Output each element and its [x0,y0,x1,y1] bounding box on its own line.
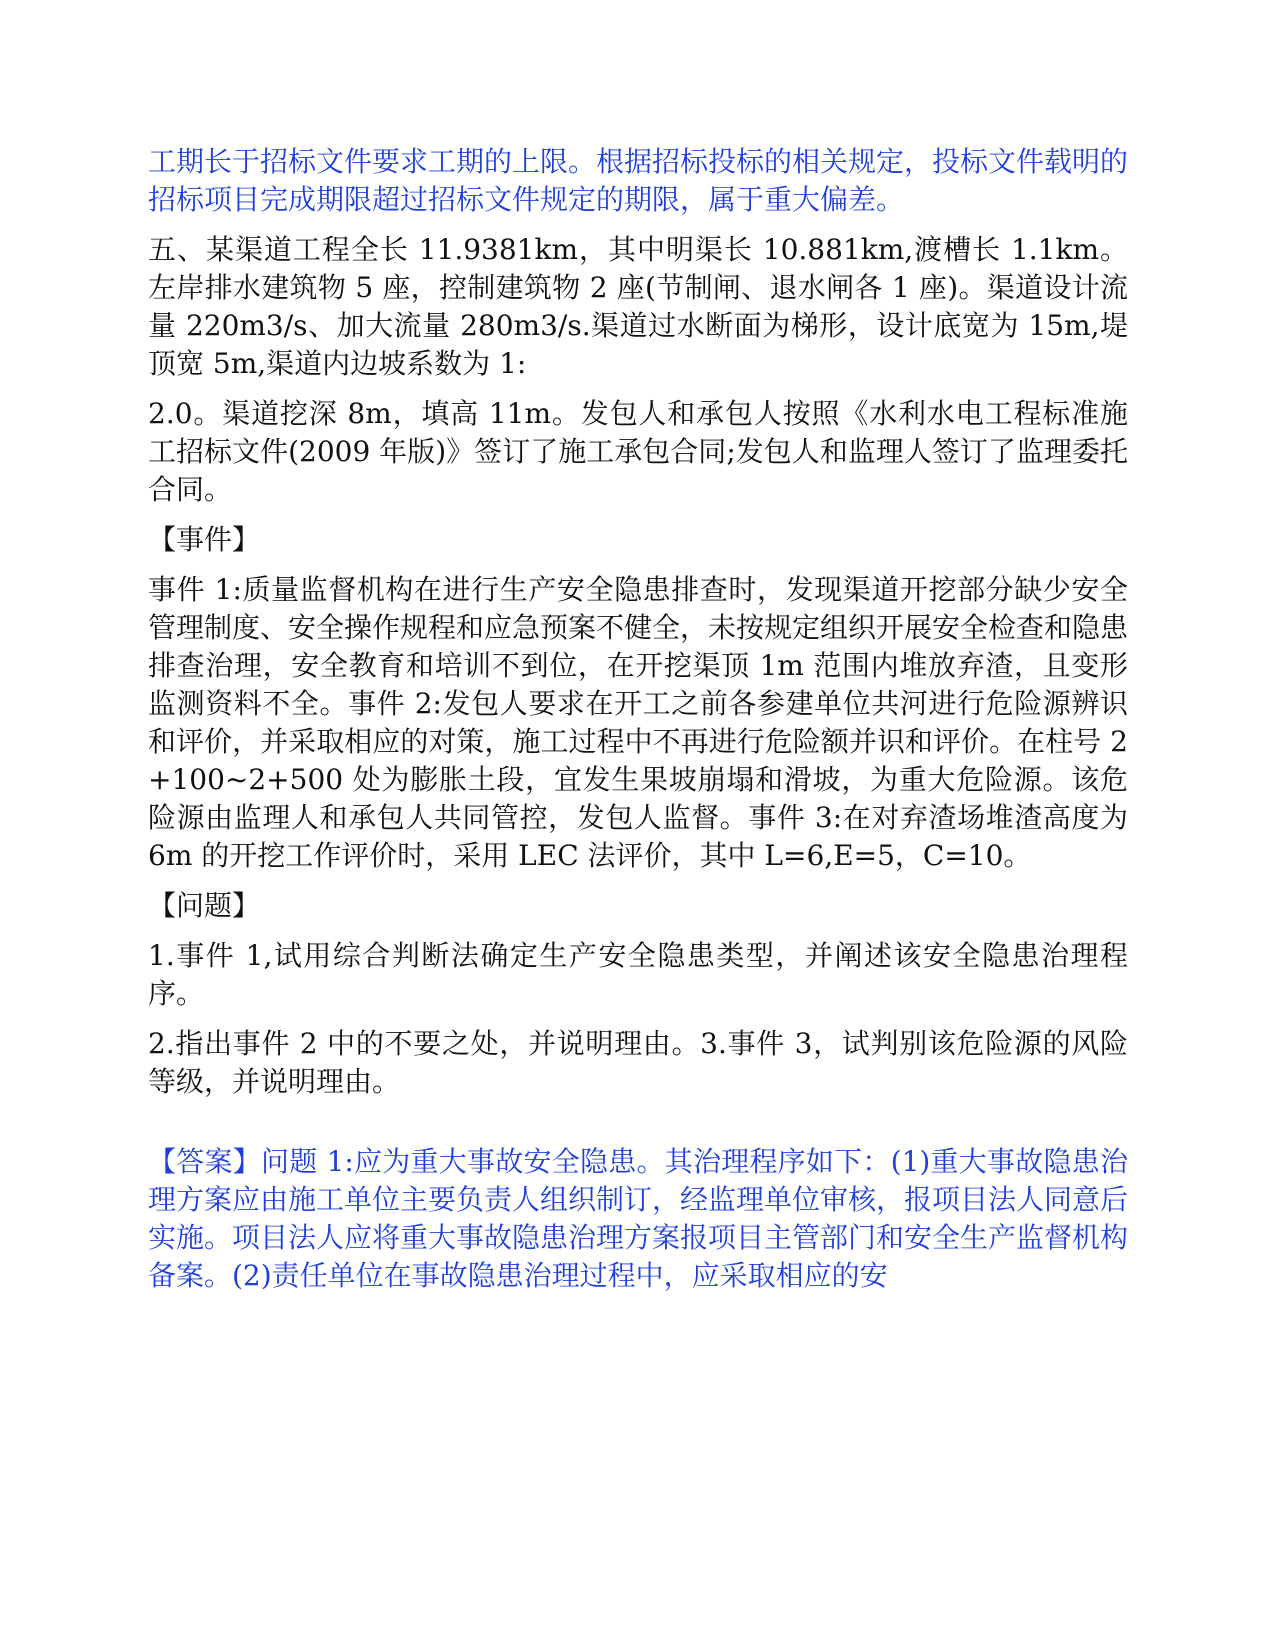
heading-events: 【事件】 [148,523,261,556]
paragraph-answer: 【答案】问题 1:应为重大事故安全隐患。其治理程序如下：(1)重大事故隐患治理方案应由施工单位主要负责人组织制订，经监理单位审核，报项目法人同意后实施。项目法人应将重大事故隐患治理方案报项目主管部门和安全生产监督机构备案。(2)责任单位在事故隐患治理过程中，应采取相应的安 [148,1145,1129,1292]
heading-questions: 【问题】 [148,889,261,922]
paragraph-question-2-3: 2.指出事件 2 中的不要之处，并说明理由。3.事件 3，试判别该危险源的风险等级，并说明理由。 [148,1027,1128,1098]
paragraph-project-description: 五、某渠道工程全长 11.9381km，其中明渠长 10.881km,渡槽长 1.1km。左岸排水建筑物 5 座，控制建筑物 2 座(节制闸、退水闸各 1 座)。渠道设计流量 220m3/s、加大流量 280m3/s.渠道过水断面为梯形，设计底宽为 15m,堤顶宽 5m,渠道内边坡系数为 1: [148,233,1128,380]
spacer [148,1113,1128,1143]
paragraph-events: 事件 1:质量监督机构在进行生产安全隐患排查时，发现渠道开挖部分缺少安全管理制度、安全操作规程和应急预案不健全，未按规定组织开展安全检查和隐患排查治理，安全教育和培训不到位，在开挖渠顶 1m 范围内堆放弃渣，且变形监测资料不全。事件 2:发包人要求在开工之前各参建单位共河进行危险源辨识和评价，并采取相应的对策，施工过程中不再进行危险额并识和评价。在柱号 2+100~2+500 处为膨胀土段，宜发生果坡崩塌和滑坡，为重大危险源。该危险源由监理人和承包人共同管控，发包人监督。事件 3:在对弃渣场堆渣高度为 6m 的开挖工作评价时，采用 LEC 法评价，其中 L=6,E=5，C=10。 [148,573,1129,872]
paragraph-question-1: 1.事件 1,试用综合判断法确定生产安全隐患类型，并阐述该安全隐患治理程序。 [148,939,1128,1010]
document-page [148,143,1128,1307]
paragraph-intro-answer: 工期长于招标文件要求工期的上限。根据招标投标的相关规定，投标文件载明的招标项目完成期限超过招标文件规定的期限，属于重大偏差。 [148,145,1129,216]
paragraph-project-contract: 2.0。渠道挖深 8m，填高 11m。发包人和承包人按照《水利水电工程标准施工招标文件(2009 年版)》签订了施工承包合同;发包人和监理人签订了监理委托合同。 [148,397,1128,506]
